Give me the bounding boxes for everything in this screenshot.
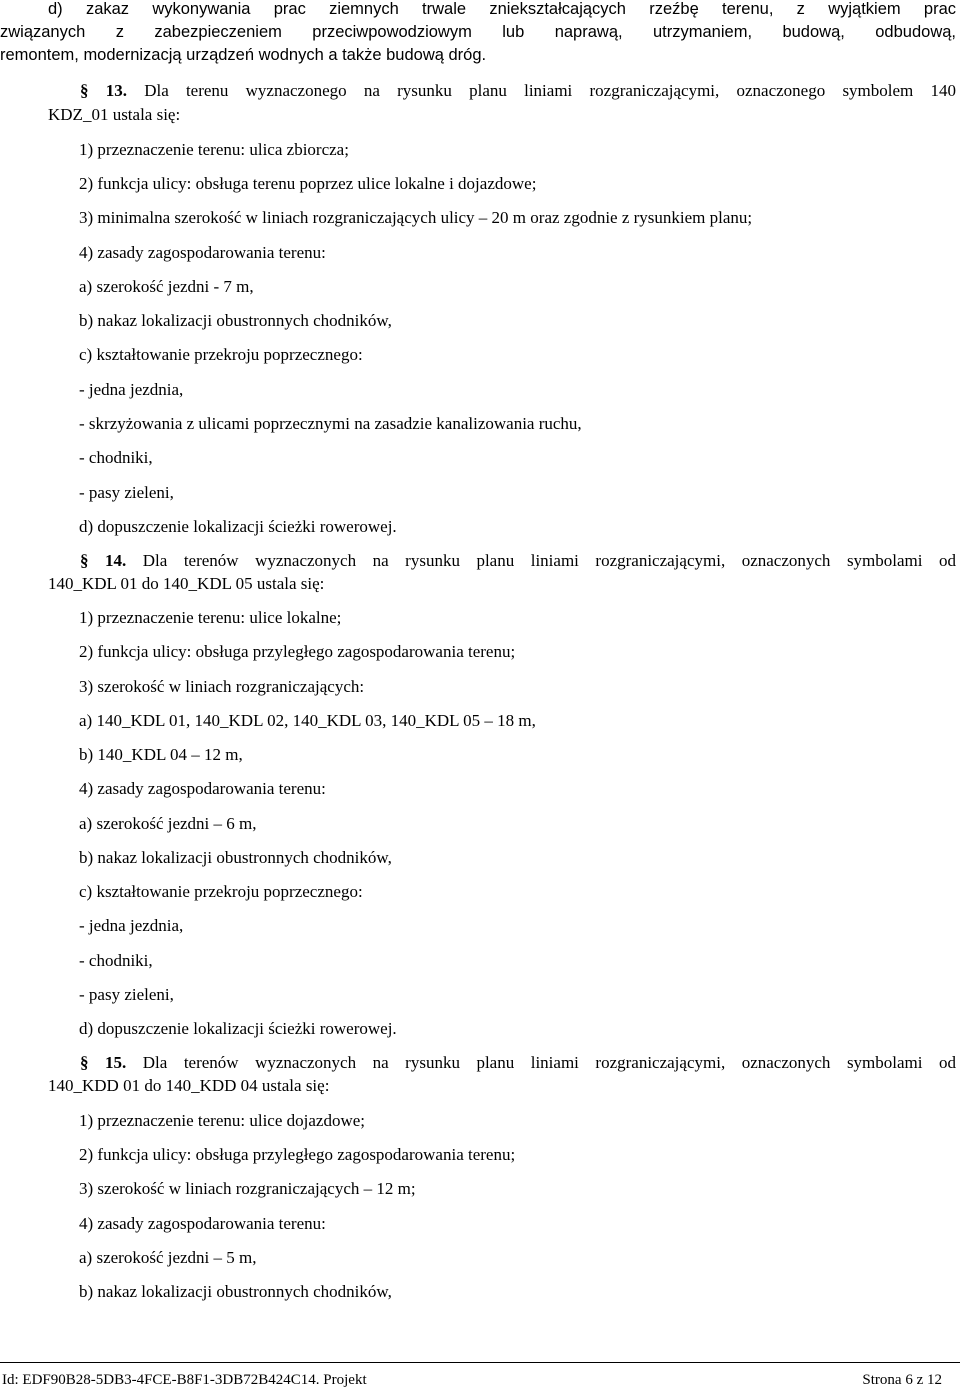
list-item: 3) szerokość w liniach rozgraniczających: [79,677,365,696]
list-item: 3) szerokość w liniach rozgraniczających – 12 m; [79,1179,416,1198]
section-heading-line [80,79,956,103]
section-heading-line: 140_KDL 01 do 140_KDL 05 ustala się: [48,574,325,593]
footer-divider [0,1362,960,1363]
list-item: a) 140_KDL 01, 140_KDL 02, 140_KDL 03, 140_KDL 05 – 18 m, [79,711,536,730]
section-heading-line [80,549,956,573]
list-item: c) kształtowanie przekroju poprzecznego: [79,882,363,901]
list-item: c) kształtowanie przekroju poprzecznego: [79,345,363,364]
footer-page-number: Strona 6 z 12 [862,1372,942,1388]
section-heading-line: KDZ_01 ustala się: [48,105,181,124]
list-item: d) dopuszczenie lokalizacji ścieżki rowerowej. [79,517,397,536]
list-item: - chodniki, [79,448,153,467]
list-item: a) szerokość jezdni - 7 m, [79,277,254,296]
list-item: - jedna jezdnia, [79,916,184,935]
list-item: - pasy zieleni, [79,483,174,502]
section-heading-text: Dla terenów wyznaczonych na rysunku planu liniami rozgraniczającymi, oznaczonych symbolami od [142,551,957,570]
list-item: a) szerokość jezdni – 6 m, [79,814,257,833]
footer-document-id: Id: EDF90B28-5DB3-4FCE-B8F1-3DB72B424C14. Projekt [2,1372,367,1388]
section-heading-line [80,1051,956,1075]
list-item: b) nakaz lokalizacji obustronnych chodników, [79,848,392,867]
intro-line: remontem, modernizacją urządzeń wodnych a także budową dróg. [0,46,487,64]
list-item: a) szerokość jezdni – 5 m, [79,1248,257,1267]
list-item: 4) zasady zagospodarowania terenu: [79,779,326,798]
section-heading-text: Dla terenu wyznaczonego na rysunku planu liniami rozgraniczającymi, oznaczonego symbolem 140 [144,81,956,100]
list-item: 4) zasady zagospodarowania terenu: [79,243,326,262]
section-number: § 14. [80,551,127,570]
intro-line: związanych z zabezpieczeniem przeciwpowodziowym lub naprawą, utrzymaniem, budową, odbudową, [0,23,956,41]
list-item: b) nakaz lokalizacji obustronnych chodników, [79,311,392,330]
list-item: b) 140_KDL 04 – 12 m, [79,745,243,764]
list-item: 1) przeznaczenie terenu: ulica zbiorcza; [79,140,349,159]
list-item: 2) funkcja ulicy: obsługa przyległego zagospodarowania terenu; [79,1145,516,1164]
list-item: 2) funkcja ulicy: obsługa terenu poprzez ulice lokalne i dojazdowe; [79,174,537,193]
list-item: - pasy zieleni, [79,985,174,1004]
list-item: - jedna jezdnia, [79,380,184,399]
intro-line: d) zakaz wykonywania prac ziemnych trwale zniekształcających rzeźbę terenu, z wyjątkiem prac [48,0,956,18]
section-heading-line: 140_KDD 01 do 140_KDD 04 ustala się: [48,1076,330,1095]
list-item: b) nakaz lokalizacji obustronnych chodników, [79,1282,392,1301]
list-item: d) dopuszczenie lokalizacji ścieżki rowerowej. [79,1019,397,1038]
list-item: 2) funkcja ulicy: obsługa przyległego zagospodarowania terenu; [79,642,516,661]
list-item: 1) przeznaczenie terenu: ulice lokalne; [79,608,342,627]
list-item: - skrzyżowania z ulicami poprzecznymi na zasadzie kanalizowania ruchu, [79,414,582,433]
list-item: 4) zasady zagospodarowania terenu: [79,1214,326,1233]
section-number: § 15. [80,1053,127,1072]
list-item: 3) minimalna szerokość w liniach rozgraniczających ulicy – 20 m oraz zgodnie z rysunkiem planu; [79,208,753,227]
list-item: - chodniki, [79,951,153,970]
section-heading-text: Dla terenów wyznaczonych na rysunku planu liniami rozgraniczającymi, oznaczonych symbolami od [142,1053,957,1072]
section-number: § 13. [80,81,127,100]
list-item: 1) przeznaczenie terenu: ulice dojazdowe; [79,1111,366,1130]
